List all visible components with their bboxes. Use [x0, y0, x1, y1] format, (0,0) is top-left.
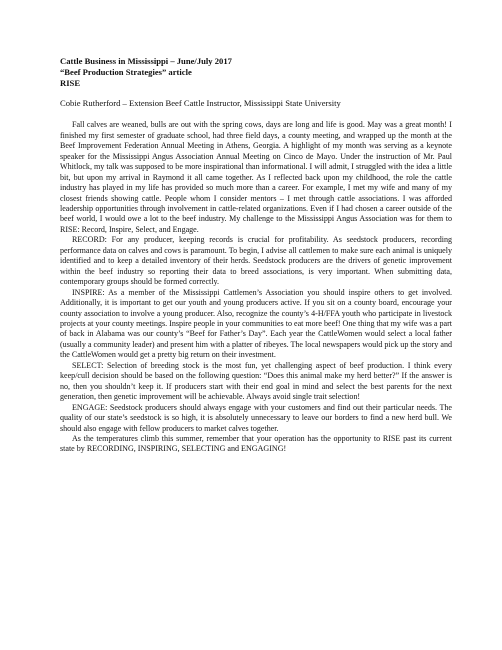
paragraph-engage: ENGAGE: Seedstock producers should always engage with your customers and find out their particular needs. The quality of our state’s seedstock is so high, it is absolutely unnecessary to leave our borders to find a new herd bull. We should also engage with fellow producers to market calves together. — [60, 402, 452, 433]
paragraph-intro: Fall calves are weaned, bulls are out with the spring cows, days are long and life is good. May was a great month! I finished my first semester of graduate school, had three field days, a county meeting, and wrapped up the month at the Beef Improvement Federation Annual Meeting in Athens, Georgia. A highlight of my month was serving as a keynote speaker for the Mississippi Angus Association Annual Meeting on Cinco de Mayo. Under the instruction of Mr. Paul Whitlock, my talk was supposed to be more inspirational than informational. I will admit, I struggled with the idea a little bit, but upon my arrival in Raymond it all came together. As I reflected back upon my childhood, the role the cattle industry has played in my life has provided so much more than a career. For example, I met my wife and many of my closest friends showing cattle. People whom I consider mentors – I met through cattle associations. I was afforded leadership opportunities through involvement in cattle-related organizations. Even if I had chosen a career outside of the beef world, I would owe a lot to the beef industry. My challenge to the Mississippi Angus Association was for them to RISE: Record, Inspire, Select, and Engage. — [60, 120, 452, 234]
article-page — [60, 56, 452, 455]
article-body — [60, 120, 452, 455]
column-title: “Beef Production Strategies” article — [60, 66, 192, 77]
paragraph-closing: As the temperatures climb this summer, remember that your operation has the opportunity to RISE past its current state by RECORDING, INSPIRING, SELECTING and ENGAGING! — [60, 433, 452, 454]
article-title: RISE — [60, 77, 81, 88]
paragraph-inspire: INSPIRE: As a member of the Mississippi Cattlemen’s Association you should inspire others to get involved. Additionally, it is important to get our youth and young producers active. If you sit on a county board, encourage your county association to involve a young producer. Also, recognize the county’s 4-H/FFA youth who participate in livestock projects at your county meetings. Inspire people in your communities to eat more beef! One thing that my wife was a part of back in Alabama was our county’s “Beef for Father’s Day”. Each year the CattleWomen would select a local father (usually a community leader) and present him with a platter of ribeyes. The local newspapers would pick up the story and the CattleWomen would get a pretty big return on their investment. — [60, 287, 452, 360]
paragraph-record: RECORD: For any producer, keeping records is crucial for profitability. As seedstock producers, recording performance data on calves and cows is paramount. To begin, I advise all cattlemen to make sure each animal is uniquely identified and to keep a detailed inventory of their herds. Seedstock producers are the drivers of genetic improvement within the beef industry so reporting their data to breed associations, is very important. When submitting data, contemporary groups should be formed correctly. — [60, 235, 452, 287]
article-header — [60, 56, 452, 88]
publication-title: Cattle Business in Mississippi – June/July 2017 — [60, 56, 232, 66]
paragraph-select: SELECT: Selection of breeding stock is the most fun, yet challenging aspect of beef production. I think every keep/cull decision should be based on the following question: “Does this animal make my herd better?” If the answer is no, then you shouldn’t keep it. If producers start with their end goal in mind and select the best parents for the next generation, then genetic improvement will be achievable. Always avoid single trait selection! — [60, 360, 452, 402]
author-byline: Cobie Rutherford – Extension Beef Cattle Instructor, Mississippi State University — [60, 98, 341, 109]
